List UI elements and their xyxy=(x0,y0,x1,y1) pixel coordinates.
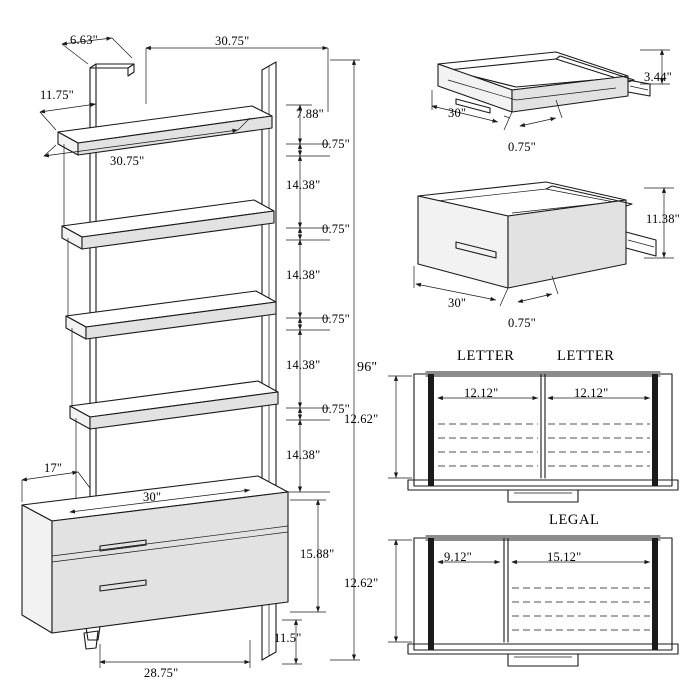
dim-shallow-drawer-height: 3.44" xyxy=(644,70,672,84)
dim-top-depth: 6.63" xyxy=(70,33,98,47)
dim-legal-depth: 12.62" xyxy=(344,576,379,590)
dim-letter-depth: 12.62" xyxy=(344,412,379,426)
dim-shelf-gap-3: 14.38" xyxy=(286,358,321,372)
caption-letter-left: LETTER xyxy=(457,348,515,364)
dim-shelf-thickness-2: 0.75" xyxy=(322,222,350,236)
dim-cabinet-width: 30" xyxy=(143,490,162,504)
dim-total-height: 96" xyxy=(357,360,378,375)
letter-layout-geometry xyxy=(388,372,678,502)
caption-legal: LEGAL xyxy=(549,512,600,528)
deep-drawer-geometry xyxy=(414,182,674,306)
dim-shelf-thickness-3: 0.75" xyxy=(322,312,350,326)
dim-top-width: 30.75" xyxy=(215,34,250,48)
dim-legal-left-width: 9.12" xyxy=(444,550,472,564)
shallow-drawer-geometry xyxy=(432,50,670,130)
dim-base-width: 28.75" xyxy=(144,666,179,680)
dim-base-height: 11.5" xyxy=(274,631,302,645)
dim-shelf-thickness-4: 0.75" xyxy=(322,402,350,416)
dim-top-gap: 7.88" xyxy=(296,107,324,121)
dim-deep-drawer-thickness: 0.75" xyxy=(508,316,536,330)
dim-shelf-gap-2: 14.38" xyxy=(286,268,321,282)
caption-letter-right: LETTER xyxy=(557,348,615,364)
dim-legal-right-width: 15.12" xyxy=(547,550,582,564)
dim-top-shelf-angle-depth: 11.75" xyxy=(40,88,74,102)
dim-shelf-thickness-1: 0.75" xyxy=(322,137,350,151)
dim-deep-drawer-height: 11.38" xyxy=(646,212,680,226)
main-view-geometry xyxy=(22,38,360,668)
dim-cabinet-depth: 17" xyxy=(44,461,63,475)
dim-shallow-drawer-thickness: 0.75" xyxy=(508,140,536,154)
dim-letter-left-width: 12.12" xyxy=(464,386,499,400)
dim-letter-right-width: 12.12" xyxy=(574,386,609,400)
legal-layout-geometry xyxy=(388,536,678,666)
dim-shelf-gap-4: 14.38" xyxy=(286,448,321,462)
dim-deep-drawer-width: 30" xyxy=(448,296,467,310)
dim-shallow-drawer-width: 30" xyxy=(448,106,467,120)
dim-cabinet-height: 15.88" xyxy=(300,547,335,561)
dim-shelf-width: 30.75" xyxy=(110,154,145,168)
dim-shelf-gap-1: 14.38" xyxy=(286,178,321,192)
